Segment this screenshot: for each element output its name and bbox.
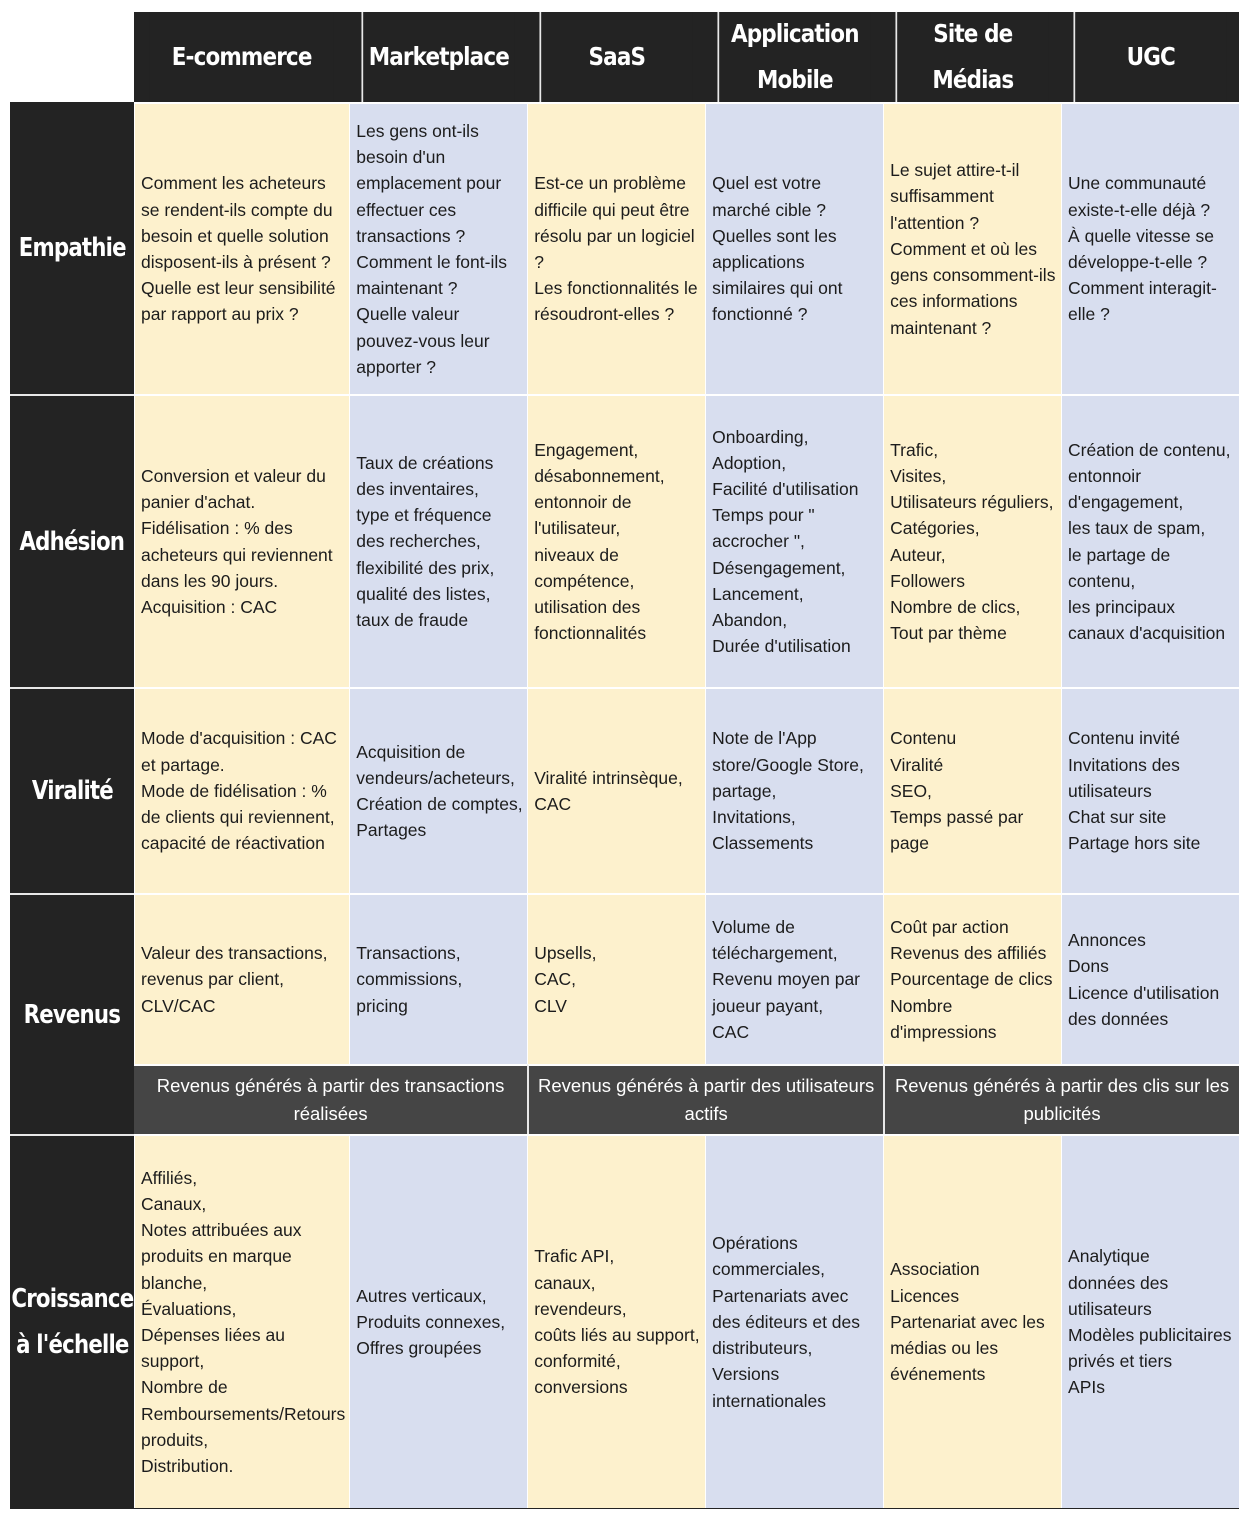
row-header-croissance: Croissance à l'échelle: [10, 1134, 134, 1508]
table-cell: Trafic API, canaux, revendeurs, coûts liés au support, conformité, conversions: [527, 1134, 705, 1508]
column-header-ecommerce: E-commerce: [149, 12, 334, 102]
table-cell: Comment les acheteurs se rendent-ils compte du besoin et quelle solution disposent-ils à présent ? Quelle est leur sensibilité par rapport au prix ?: [134, 102, 349, 394]
table-cell: Analytique données des utilisateurs Modèles publicitaires privés et tiers APIs: [1061, 1134, 1239, 1508]
table-cell: Onboarding, Adoption, Facilité d'utilisation Temps pour " accrocher ", Désengagement, Lancement, Abandon, Durée d'utilisation: [705, 394, 883, 687]
column-header-media-site: Site de Médias: [896, 12, 1049, 102]
column-header-marketplace: Marketplace: [362, 12, 515, 102]
table-cell: Mode d'acquisition : CAC et partage. Mode de fidélisation : % de clients qui reviennent, capacité de réactivation: [134, 687, 349, 893]
metrics-table: [10, 12, 1239, 1509]
table-cell: Autres verticaux, Produits connexes, Offres groupées: [349, 1134, 527, 1508]
table-cell: Le sujet attire-t-il suffisamment l'attention ? Comment et où les gens consomment-ils ces informations maintenant ?: [883, 102, 1061, 394]
table-cell: Est-ce un problème difficile qui peut être résolu par un logiciel ? Les fonctionnalités le résoudront-elles ?: [527, 102, 705, 394]
revenue-band-ad-clicks: Revenus générés à partir des clis sur les publicités: [883, 1064, 1239, 1134]
row-header-adhesion: Adhésion: [10, 394, 134, 687]
table-cell: Association Licences Partenariat avec les médias ou les événements: [883, 1134, 1061, 1508]
table-cell: Acquisition de vendeurs/acheteurs, Création de comptes, Partages: [349, 687, 527, 893]
table-cell: Opérations commerciales, Partenariats avec des éditeurs et des distributeurs, Versions internationales: [705, 1134, 883, 1508]
table-cell: Upsells, CAC, CLV: [527, 893, 705, 1064]
table-cell: Engagement, désabonnement, entonnoir de l'utilisateur, niveaux de compétence, utilisation des fonctionnalités: [527, 394, 705, 687]
table-cell: Valeur des transactions, revenus par client, CLV/CAC: [134, 893, 349, 1064]
table-cell: Une communauté existe-t-elle déjà ? À quelle vitesse se développe-t-elle ? Comment interagit-elle ?: [1061, 102, 1239, 394]
table-cell: Trafic, Visites, Utilisateurs réguliers, Catégories, Auteur, Followers Nombre de clics, Tout par thème: [883, 394, 1061, 687]
table-cell: Annonces Dons Licence d'utilisation des données: [1061, 893, 1239, 1064]
row-header-empathie: Empathie: [10, 102, 134, 394]
table-cell: Note de l'App store/Google Store, partage, Invitations, Classements: [705, 687, 883, 893]
table-cell: Volume de téléchargement, Revenu moyen par joueur payant, CAC: [705, 893, 883, 1064]
table-cell: Taux de créations des inventaires, type et fréquence des recherches, flexibilité des prix, qualité des listes, taux de fraude: [349, 394, 527, 687]
table-cell: Transactions, commissions, pricing: [349, 893, 527, 1064]
table-cell: Les gens ont-ils besoin d'un emplacement pour effectuer ces transactions ? Comment le font-ils maintenant ? Quelle valeur pouvez-vous leur apporter ?: [349, 102, 527, 394]
column-header-ugc: UGC: [1074, 12, 1227, 102]
row-header-revenus: Revenus: [10, 893, 134, 1134]
column-header-saas: SaaS: [540, 12, 693, 102]
table-cell: Contenu invité Invitations des utilisateurs Chat sur site Partage hors site: [1061, 687, 1239, 893]
table-cell: Viralité intrinsèque, CAC: [527, 687, 705, 893]
table-cell: Coût par action Revenus des affiliés Pourcentage de clics Nombre d'impressions: [883, 893, 1061, 1064]
table-cell: Conversion et valeur du panier d'achat. Fidélisation : % des acheteurs qui reviennent dans les 90 jours. Acquisition : CAC: [134, 394, 349, 687]
table-corner: [10, 12, 134, 102]
table-cell: Affiliés, Canaux, Notes attribuées aux produits en marque blanche, Évaluations, Dépenses liées au support, Nombre de Remboursements/Retours produits, Distribution.: [134, 1134, 349, 1508]
table-cell: Création de contenu, entonnoir d'engagement, les taux de spam, le partage de contenu, les principaux canaux d'acquisition: [1061, 394, 1239, 687]
table-cell: Contenu Viralité SEO, Temps passé par page: [883, 687, 1061, 893]
table-cell: Quel est votre marché cible ? Quelles sont les applications similaires qui ont fonctionné ?: [705, 102, 883, 394]
row-header-viralite: Viralité: [10, 687, 134, 893]
column-header-mobile-app: Application Mobile: [718, 12, 871, 102]
revenue-band-transactions: Revenus générés à partir des transactions réalisées: [134, 1064, 527, 1134]
revenue-band-active-users: Revenus générés à partir des utilisateurs actifs: [527, 1064, 883, 1134]
